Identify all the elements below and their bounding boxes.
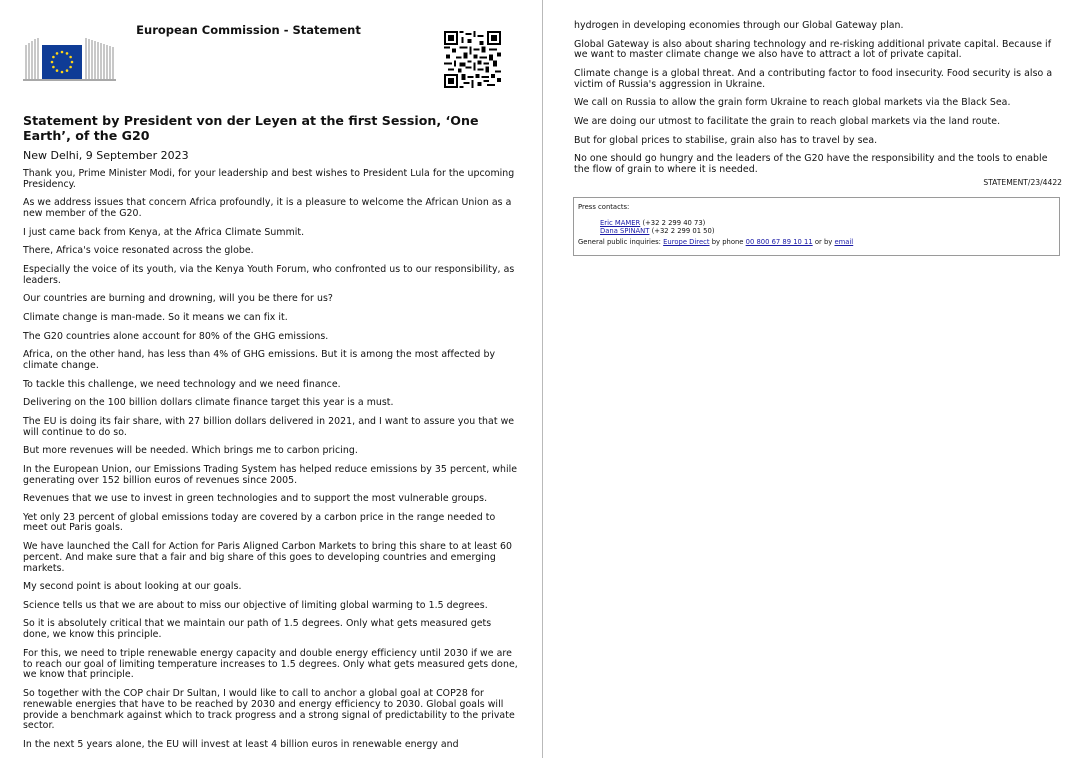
qr-code[interactable] [444,31,501,88]
press-contact [578,227,1055,235]
paragraph: In the European Union, our Emissions Trading System has helped reduce emissions by 35 percent, while generating over 152 billion euros of revenues since 2005. [23,463,518,486]
contact-name-link[interactable]: Eric MAMER [600,219,641,227]
contact-phone: (+32 2 299 40 73) [642,219,706,227]
page-divider [542,0,543,758]
paragraph: Our countries are burning and drowning, will you be there for us? [23,293,333,305]
europe-direct-link[interactable]: Europe Direct [663,238,710,246]
paragraph: I just came back from Kenya, at the Africa Climate Summit. [23,226,305,238]
paragraph: There, Africa's voice resonated across the globe. [23,245,254,257]
paragraph: Especially the voice of its youth, via the Kenya Youth Forum, who confronted us to our responsibility, as leaders. [23,263,515,286]
european-commission-logo [23,35,116,83]
paragraph: No one should go hungry and the leaders of the G20 have the responsibility and the tools to enable the flow of grain to where it is needed. [574,153,1048,175]
by-phone-text: by phone [709,238,746,246]
header-title: European Commission - Statement [136,23,361,37]
general-inquiries-prefix: General public inquiries: [578,238,664,246]
press-contact [578,219,1055,227]
paragraph: For this, we need to triple renewable energy capacity and double energy efficiency until 2030 if we are to reach our goal of limiting temperature increases to 1.5 degrees. Only what gets measured gets done, we know that principle. [23,647,518,681]
contact-phone: (+32 2 299 01 50) [651,227,715,235]
paragraph: Climate change is man-made. So it means we can fix it. [23,311,288,323]
press-contacts-label: Press contacts: [578,203,630,211]
paragraph: Africa, on the other hand, has less than 4% of GHG emissions. But it is among the most affected by climate change. [23,349,496,371]
paragraph: So it is absolutely critical that we maintain our path of 1.5 degrees. Only what gets measured gets done, we know this principle. [23,618,492,641]
contact-name-link[interactable]: Dana SPINANT [600,227,650,235]
page-right [544,0,1069,758]
press-contacts-box [573,197,1060,256]
document-title: Statement by President von der Leyen at the first Session, ‘One Earth’, of the G20 [23,113,479,143]
phone-number-link[interactable]: 00 800 67 89 10 11 [745,238,813,246]
paragraph: To tackle this challenge, we need technology and we need finance. [23,378,341,390]
paragraph: We are doing our utmost to facilitate the grain to reach global markets via the land route. [574,115,1001,127]
paragraph: My second point is about looking at our goals. [23,581,242,593]
email-link[interactable]: email [834,238,854,246]
statement-reference: STATEMENT/23/4422 [983,178,1062,187]
paragraph: Global Gateway is also about sharing technology and re-risking additional private capital. Because if we want to master climate change we also have to attract a lot of private capital. [574,38,1052,61]
paragraph: Science tells us that we are about to miss our objective of limiting global warming to 1.5 degrees. [23,599,488,611]
paragraph: Delivering on the 100 billion dollars climate finance target this year is a must. [23,397,394,409]
general-inquiries [578,238,1055,246]
paragraph: The EU is doing its fair share, with 27 billion dollars delivered in 2021, and I want to assure you that we will continue to do so. [23,415,515,438]
paragraph: The G20 countries alone account for 80% of the GHG emissions. [23,330,329,342]
paragraph: Yet only 23 percent of global emissions today are covered by a carbon price in the range needed to meet out Paris goals. [23,511,496,534]
dateline: New Delhi, 9 September 2023 [23,149,189,162]
or-by-text: or by [812,238,835,246]
paragraph: We call on Russia to allow the grain form Ukraine to reach global markets via the Black Sea. [574,97,1011,109]
paragraph: Climate change is a global threat. And a contributing factor to food insecurity. Food security is also a victim of Russia's aggression in Ukraine. [574,67,1053,90]
paragraph: We have launched the Call for Action for Paris Aligned Carbon Markets to bring this share to at least 60 percent. And make sure that a fair and big share of this goes to developing countries and emerging markets. [23,541,513,574]
statement-body-left [23,169,518,759]
paragraph: hydrogen in developing economies through our Global Gateway plan. [574,20,904,31]
statement-body-right [574,21,1061,184]
paragraph: As we address issues that concern Africa profoundly, it is a pleasure to welcome the African Union as a new member of the G20. [23,197,512,220]
paragraph: In the next 5 years alone, the EU will invest at least 4 billion euros in renewable energy and [23,739,459,751]
paragraph: But for global prices to stabilise, grain also has to travel by sea. [574,134,878,146]
paragraph: Thank you, Prime Minister Modi, for your leadership and best wishes to President Lula for the upcoming Presidency. [23,168,515,190]
paragraph: So together with the COP chair Dr Sultan, I would like to call to anchor a global goal at COP28 for renewable energies that have to be reached by 2030 and energy efficiency to 2030. Global goals will provide a benchmark against which to track progress and a strong signal of predictability to the private sector. [23,688,515,732]
paragraph: But more revenues will be needed. Which brings me to carbon pricing. [23,445,358,457]
paragraph: Revenues that we use to invest in green technologies and to support the most vulnerable groups. [23,493,488,505]
